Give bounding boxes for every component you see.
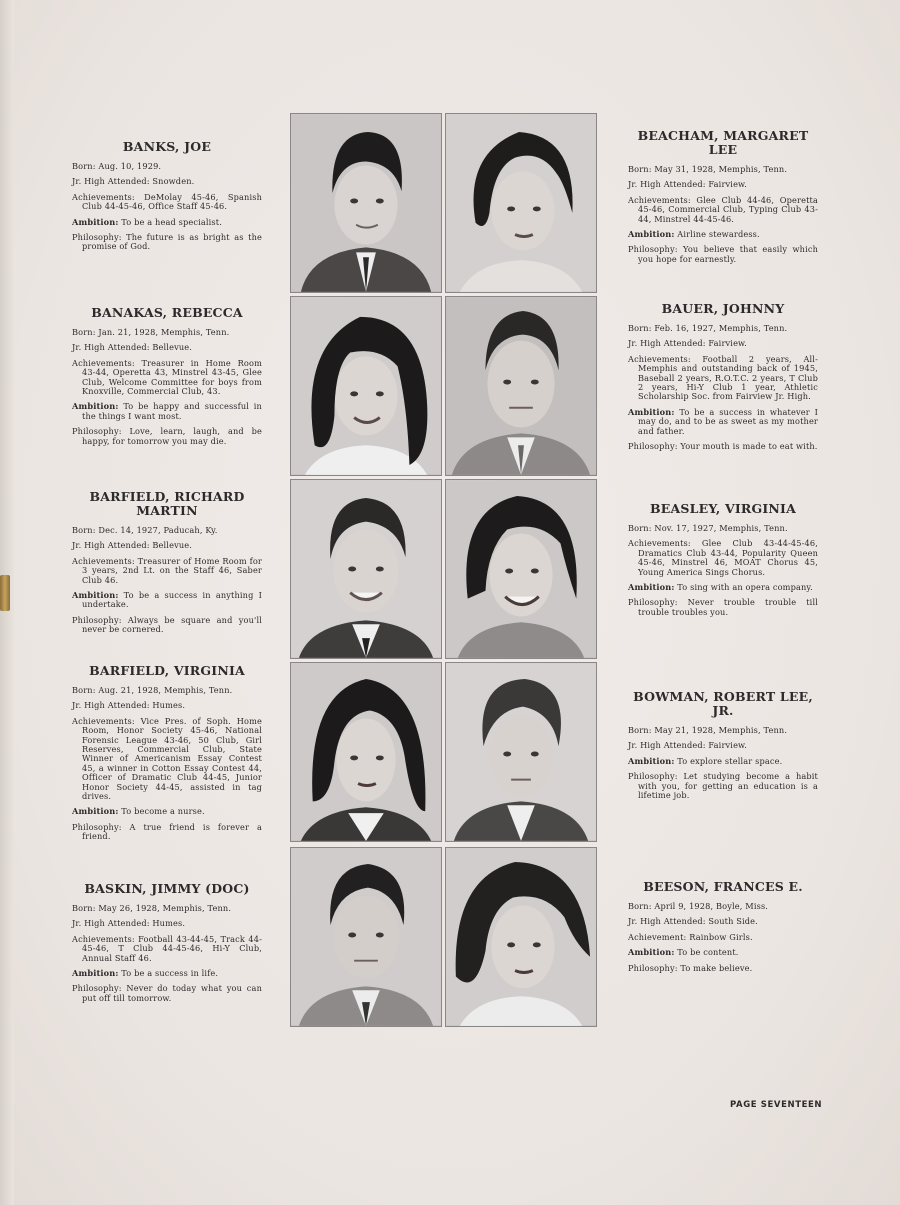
bio-beeson-frances <box>628 880 818 979</box>
portrait-grid <box>290 113 600 1028</box>
student-name: BAUER, JOHNNY <box>661 301 785 316</box>
student-name: BEACHAM, MARGARET LEE <box>637 128 809 157</box>
student-name: BARFIELD, VIRGINIA <box>89 663 245 678</box>
ambition-label: Ambition: <box>72 590 119 601</box>
ambition-text: To be a success in whatever I may do, and to be as sweet as my mother and father. <box>638 406 819 436</box>
ambition-line <box>628 230 818 239</box>
jr-high-line: Jr. High Attended: Fairview. <box>628 740 747 751</box>
portrait-barfield-richard <box>290 479 442 659</box>
ambition-line <box>628 948 818 957</box>
ambition-text: To become a nurse. <box>121 806 205 817</box>
ambition-line <box>628 757 818 766</box>
achievements-line: Achievements: Football 2 years, All-Memphis and outstanding back of 1945, Baseball 2 years, R.O.T.C. 2 years, T Club 2 years, Hi-Y Club 1 year, Athletic Scholarship Soc. from Fairview Jr. High. <box>628 353 818 402</box>
achievements-line: Achievements: DeMolay 45-46, Spanish Club 44-45-46, Office Staff 45-46. <box>72 191 262 212</box>
student-name: BASKIN, JIMMY (DOC) <box>84 881 250 896</box>
achievements-line: Achievements: Football 43-44-45, Track 44-45-46, T Club 44-45-46, Hi-Y Club, Annual Staff 46. <box>72 933 262 963</box>
ambition-label: Ambition: <box>628 755 675 766</box>
achievements-line: Achievements: Vice Pres. of Soph. Home Room, Honor Society 45-46, National Forensic League 43-46, 50 Club, Girl Reserves, Commercial Club, State Winner of Americanism Essay Contest 45, a winner in Cotton Essay Contest 44, Officer of Dramatic Club 44-45, Junior Honor Society 44-45, assisted in tag drives. <box>72 715 262 802</box>
achievements-line: Achievements: Glee Club 44-46, Operetta 45-46, Commercial Club, Typing Club 43-44, Minstrel 44-45-46. <box>628 194 818 224</box>
portrait-beasley-virginia <box>445 479 597 659</box>
bio-bauer-johnny <box>628 302 818 457</box>
ambition-text: To be a head specialist. <box>121 216 222 227</box>
portrait-baskin-jimmy <box>290 847 442 1027</box>
ambition-label: Ambition: <box>72 806 119 817</box>
jr-high-line: Jr. High Attended: Humes. <box>72 918 186 929</box>
philosophy-line: Philosophy: A true friend is forever a friend. <box>72 821 262 842</box>
born-line: Born: May 26, 1928, Memphis, Tenn. <box>72 903 232 913</box>
bio-baskin-jimmy <box>72 882 262 1009</box>
ambition-text: Airline stewardess. <box>677 229 760 240</box>
ambition-text: To be happy and successful in the things I want most. <box>82 401 262 421</box>
jr-high-line: Jr. High Attended: Snowden. <box>72 176 195 187</box>
ambition-text: To sing with an opera company. <box>677 582 813 593</box>
born-line: Born: Aug. 10, 1929. <box>72 161 162 171</box>
ambition-text: To explore stellar space. <box>677 755 783 766</box>
born-line: Born: April 9, 1928, Boyle, Miss. <box>628 901 769 911</box>
philosophy-line: Philosophy: Never do today what you can put off till tomorrow. <box>72 983 262 1003</box>
page-number: PAGE SEVENTEEN <box>730 1100 823 1110</box>
philosophy-line: Philosophy: The future is as bright as the promise of God. <box>72 232 262 252</box>
born-line: Born: May 31, 1928, Memphis, Tenn. <box>628 164 788 174</box>
staple <box>0 575 10 611</box>
ambition-label: Ambition: <box>628 947 675 958</box>
ambition-label: Ambition: <box>72 401 119 412</box>
born-line: Born: Nov. 17, 1927, Memphis, Tenn. <box>628 523 788 533</box>
ambition-label: Ambition: <box>628 406 675 417</box>
portrait-beacham-margaret <box>445 113 597 293</box>
philosophy-line: Philosophy: Let studying become a habit with you, for getting an education is a lifetime job. <box>628 771 818 801</box>
jr-high-line: Jr. High Attended: South Side. <box>628 916 758 927</box>
born-line: Born: May 21, 1928, Memphis, Tenn. <box>628 725 788 735</box>
ambition-line <box>72 218 262 227</box>
philosophy-line: Philosophy: You believe that easily which you hope for earnestly. <box>628 244 818 264</box>
philosophy-line: Philosophy: Always be square and you'll never be cornered. <box>72 614 262 635</box>
philosophy-line: Philosophy: To make believe. <box>628 962 753 973</box>
ambition-line <box>72 402 262 421</box>
jr-high-line: Jr. High Attended: Fairview. <box>628 338 747 349</box>
born-line: Born: Dec. 14, 1927, Paducah, Ky. <box>72 525 218 535</box>
philosophy-line: Philosophy: Your mouth is made to eat with. <box>628 441 818 452</box>
ambition-label: Ambition: <box>628 582 675 593</box>
jr-high-line: Jr. High Attended: Bellevue. <box>72 342 193 353</box>
ambition-label: Ambition: <box>72 968 119 979</box>
student-name: BANAKAS, REBECCA <box>91 305 243 320</box>
bio-beacham-margaret <box>628 129 818 270</box>
ambition-line <box>72 591 262 610</box>
achievements-line: Achievements: Treasurer in Home Room 43-44, Operetta 43, Minstrel 43-45, Glee Club, Welcome Committee for boys from Knoxville, Commercial Club, 43. <box>72 357 262 397</box>
ambition-line <box>628 408 818 436</box>
achievements-line: Achievements: Treasurer of Home Room for 3 years, 2nd Lt. on the Staff 46, Saber Club 46. <box>72 555 262 585</box>
born-line: Born: Aug. 21, 1928, Memphis, Tenn. <box>72 685 233 695</box>
ambition-line <box>72 807 262 816</box>
philosophy-line: Philosophy: Love, learn, laugh, and be happy, for tomorrow you may die. <box>72 426 262 446</box>
jr-high-line: Jr. High Attended: Humes. <box>72 700 186 711</box>
portrait-banks-joe <box>290 113 442 293</box>
jr-high-line: Jr. High Attended: Bellevue. <box>72 540 193 551</box>
student-name: BOWMAN, ROBERT LEE, JR. <box>633 689 813 718</box>
achievements-line: Achievement: Rainbow Girls. <box>628 931 753 942</box>
ambition-text: To be a success in anything I undertake. <box>82 590 262 610</box>
portrait-bauer-johnny <box>445 296 597 476</box>
bio-banks-joe <box>72 140 262 258</box>
portrait-barfield-virginia <box>290 662 442 842</box>
bio-barfield-virginia <box>72 664 262 848</box>
bio-beasley-virginia <box>628 502 818 623</box>
student-name: BANKS, JOE <box>122 139 212 154</box>
student-name: BARFIELD, RICHARD MARTIN <box>89 489 245 518</box>
bio-banakas-rebecca <box>72 306 262 452</box>
portrait-banakas-rebecca <box>290 296 442 476</box>
achievements-line: Achievements: Glee Club 43-44-45-46, Dramatics Club 43-44, Popularity Queen 45-46, Minstrel 46, MOAT Chorus 45, Young America Sings Chorus. <box>628 538 818 577</box>
portrait-beeson-frances <box>445 847 597 1027</box>
bio-bowman-robert <box>628 690 818 806</box>
student-name: BEASLEY, VIRGINIA <box>650 501 796 516</box>
jr-high-line: Jr. High Attended: Fairview. <box>628 179 747 190</box>
ambition-line <box>628 583 818 592</box>
bio-barfield-richard <box>72 490 262 641</box>
student-name: BEESON, FRANCES E. <box>643 879 803 894</box>
ambition-text: To be a success in life. <box>121 968 219 979</box>
ambition-label: Ambition: <box>72 216 119 227</box>
ambition-text: To be content. <box>677 947 739 958</box>
philosophy-line: Philosophy: Never trouble trouble till trouble troubles you. <box>628 597 818 617</box>
born-line: Born: Feb. 16, 1927, Memphis, Tenn. <box>628 323 788 333</box>
ambition-line <box>72 969 262 978</box>
born-line: Born: Jan. 21, 1928, Memphis, Tenn. <box>72 327 230 337</box>
ambition-label: Ambition: <box>628 229 675 240</box>
portrait-bowman-robert <box>445 662 597 842</box>
